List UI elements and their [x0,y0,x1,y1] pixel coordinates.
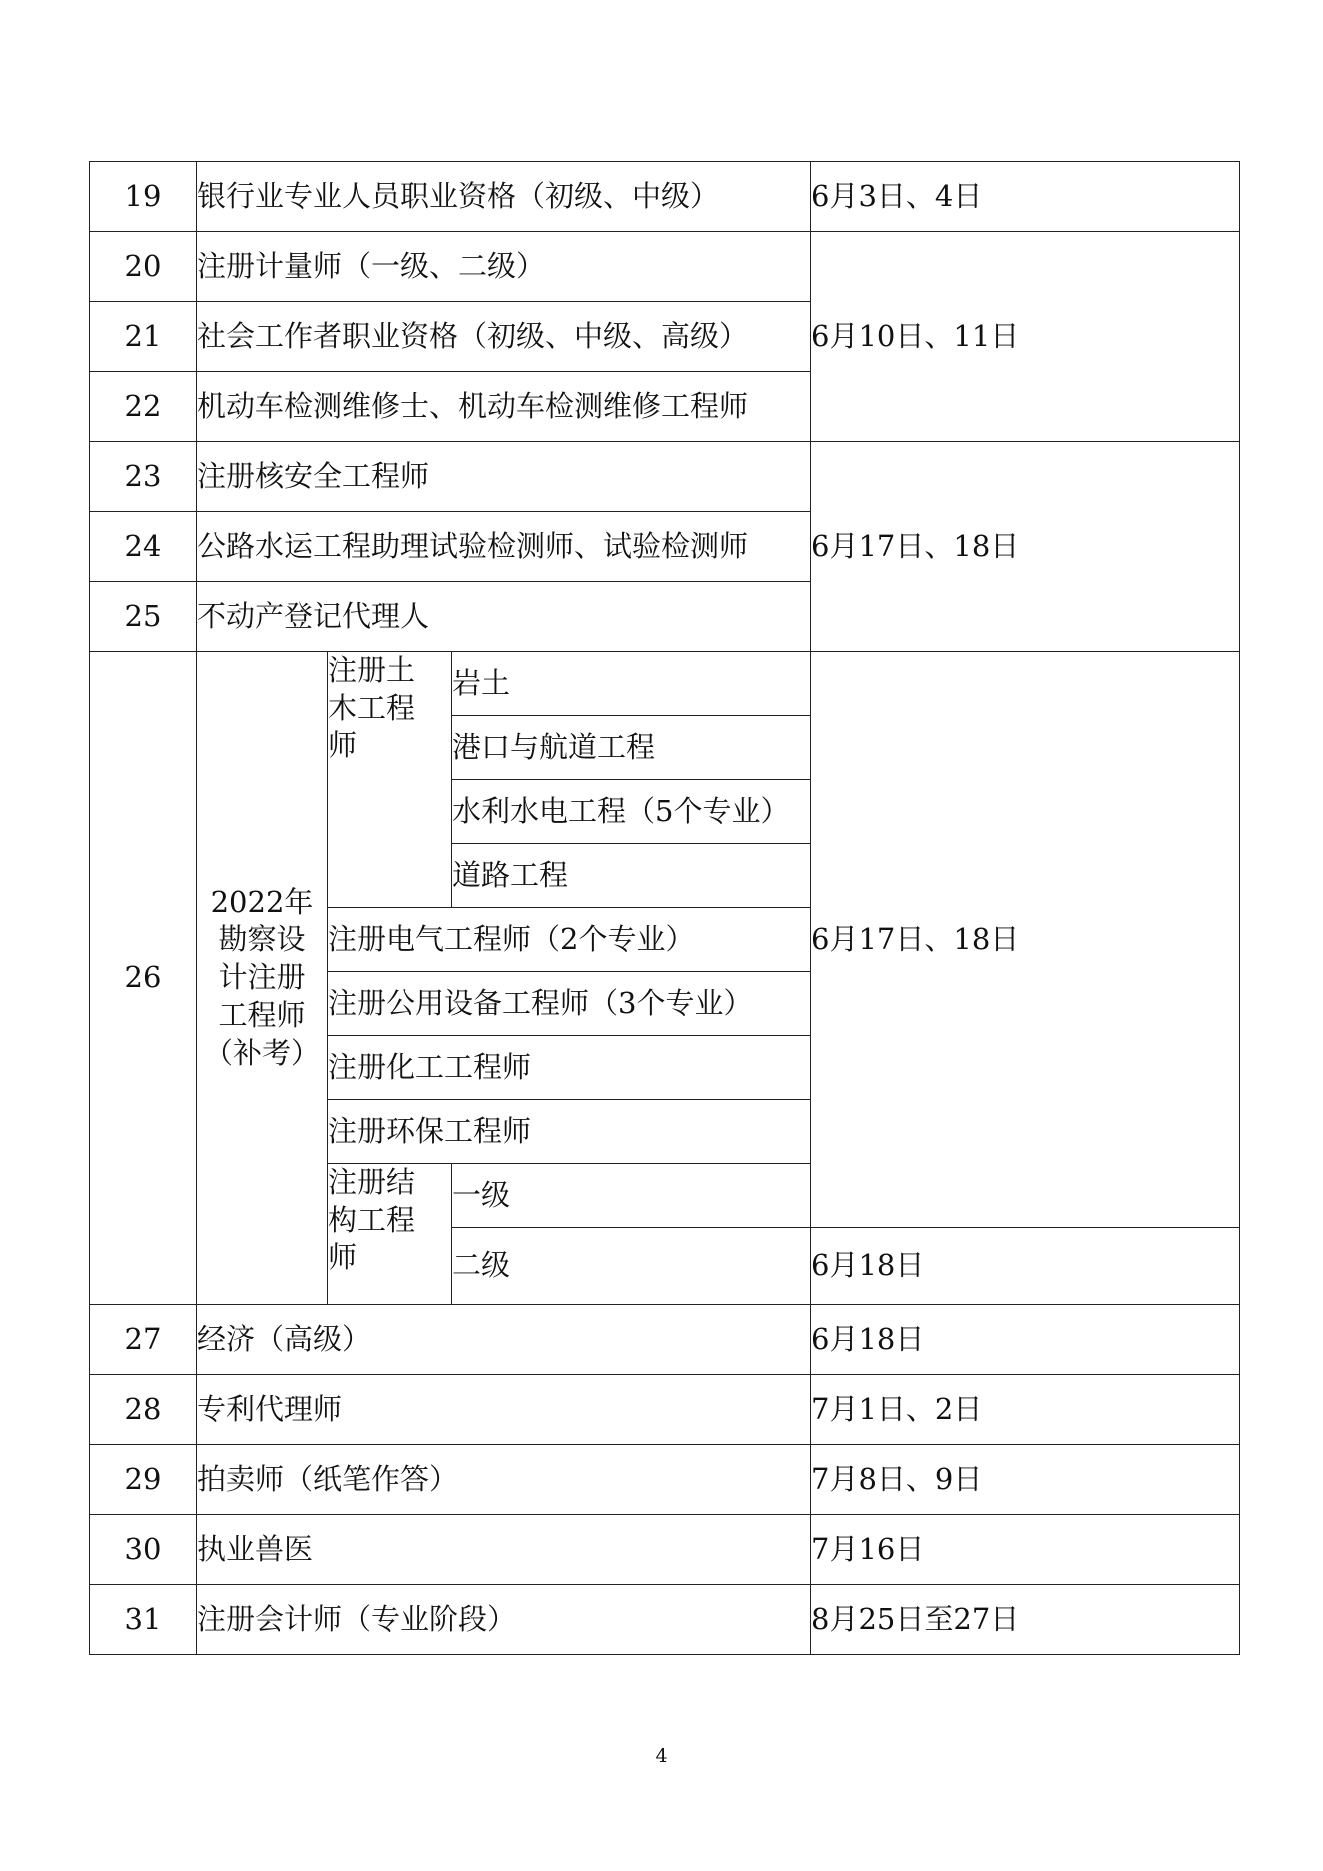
exam-date: 6月18日 [811,1228,1240,1305]
row-number: 19 [90,162,197,232]
civil-engineer-group [328,652,452,908]
exam-date: 6月17日、18日 [811,442,1240,652]
specialty: 岩土 [452,652,811,716]
exam-date: 7月8日、9日 [811,1445,1240,1515]
level: 二级 [452,1228,811,1305]
table-row [90,162,1240,232]
exam-date: 6月18日 [811,1305,1240,1375]
table-row [90,1585,1240,1655]
exam-date: 6月17日、18日 [811,652,1240,1228]
exam-name: 注册核安全工程师 [197,442,811,512]
table-row [90,1305,1240,1375]
structural-engineer-group [328,1164,452,1305]
level: 一级 [452,1164,811,1228]
row-number: 22 [90,372,197,442]
exam-name: 机动车检测维修士、机动车检测维修工程师 [197,372,811,442]
sub-exam: 注册公用设备工程师（3个专业） [328,972,811,1036]
specialty: 道路工程 [452,844,811,908]
exam-schedule-table [89,161,1240,1655]
exam-date: 8月25日至27日 [811,1585,1240,1655]
exam-name: 不动产登记代理人 [197,582,811,652]
group-line: 木工程 [328,690,416,725]
exam-name: 经济（高级） [197,1305,811,1375]
exam-name: 执业兽医 [197,1515,811,1585]
row-number: 26 [90,652,197,1305]
group-line: 构工程 [328,1202,416,1237]
table-row [90,652,1240,716]
row-number: 31 [90,1585,197,1655]
specialty: 水利水电工程（5个专业） [452,780,811,844]
exam-name: 注册计量师（一级、二级） [197,232,811,302]
exam-name: 专利代理师 [197,1375,811,1445]
table-row [90,232,1240,302]
sub-exam: 注册化工工程师 [328,1036,811,1100]
row-number: 29 [90,1445,197,1515]
category-line: 工程师 [218,997,306,1032]
row-number: 28 [90,1375,197,1445]
sub-exam: 注册环保工程师 [328,1100,811,1164]
exam-name: 拍卖师（纸笔作答） [197,1445,811,1515]
row-number: 30 [90,1515,197,1585]
row-number: 24 [90,512,197,582]
group-line: 注册结 [328,1165,416,1199]
exam-name: 注册会计师（专业阶段） [197,1585,811,1655]
table-row [90,1445,1240,1515]
exam-name: 银行业专业人员职业资格（初级、中级） [197,162,811,232]
table-row [90,1515,1240,1585]
category-line: 勘察设 [218,922,306,957]
exam-date: 6月3日、4日 [811,162,1240,232]
category-line: 计注册 [218,960,306,995]
exam-name: 社会工作者职业资格（初级、中级、高级） [197,302,811,372]
group-line: 师 [328,1240,358,1275]
group-line: 注册土 [328,653,416,687]
row-number: 23 [90,442,197,512]
exam-date: 7月16日 [811,1515,1240,1585]
exam-date: 6月10日、11日 [811,232,1240,442]
table-row [90,1375,1240,1445]
exam-category [197,652,328,1305]
row-number: 27 [90,1305,197,1375]
category-line: （补考） [203,1035,320,1070]
table-row [90,442,1240,512]
specialty: 港口与航道工程 [452,716,811,780]
group-line: 师 [328,728,358,763]
row-number: 25 [90,582,197,652]
row-number: 21 [90,302,197,372]
exam-date: 7月1日、2日 [811,1375,1240,1445]
page-number: 4 [655,1745,668,1767]
sub-exam: 注册电气工程师（2个专业） [328,908,811,972]
exam-name: 公路水运工程助理试验检测师、试验检测师 [197,512,811,582]
category-line: 2022年 [210,884,314,919]
row-number: 20 [90,232,197,302]
